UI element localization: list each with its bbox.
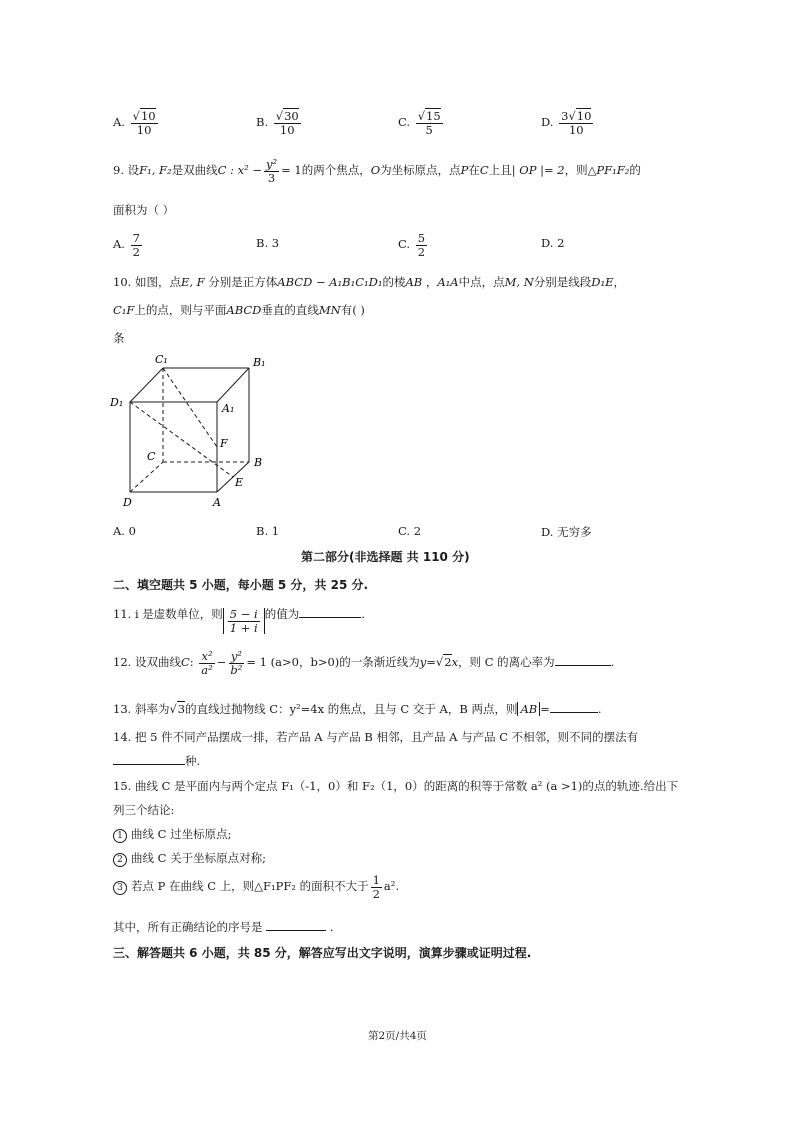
question-10-line3: 条 <box>113 331 125 345</box>
q9-option-c: C. $\frac{5}{2}$ <box>398 231 426 259</box>
question-12: 12. 设双曲线C: $\frac{\text{x²}}{\text{a²}}$ − $\frac{\text{y²}}{\text{b²}}$ = 1 (a>0，b>0)的一条渐近线为y=√2x，则 C 的离心率为 . <box>113 649 615 677</box>
cube-diagram <box>105 350 285 515</box>
label-a1: A₁ <box>222 402 235 415</box>
question-9-line2: 面积为（ ） <box>113 203 175 217</box>
q15-last-line: 其中，所有正确结论的序号是 . <box>113 920 334 934</box>
label-b1: B₁ <box>253 356 266 369</box>
q10-option-c: C. 2 <box>398 524 422 538</box>
question-15-line2: 列三个结论: <box>113 803 175 817</box>
section3-title: 三、解答题共 6 小题，共 85 分，解答应写出文字说明，演算步骤或证明过程. <box>113 946 532 960</box>
question-15: 15. 曲线 C 是平面内与两个定点 F₁（-1，0）和 F₂（1，0）的距离的积等于常数 a² (a >1)的点的轨迹.给出下 <box>113 779 679 793</box>
q8-option-d: D. $\frac{3√10}{10}$ <box>541 109 592 137</box>
q10-option-d: D. 无穷多 <box>541 525 592 539</box>
label-c: C <box>147 450 156 463</box>
page-footer: 第2页/共4页 <box>368 1030 427 1042</box>
q9-option-d: D. 2 <box>541 236 565 250</box>
question-13: 13. 斜率为√3的直线过抛物线 C：y²=4x 的焦点，且与 C 交于 A，B 两点，则 AB = . <box>113 702 602 716</box>
label-e: E <box>235 476 244 489</box>
question-14: 14. 把 5 件不同产品摆成一排，若产品 A 与产品 B 相邻，且产品 A 与产品 C 不相邻，则不同的摆法有 <box>113 730 639 744</box>
q10-option-a: A. 0 <box>113 524 136 538</box>
q8-option-a: A. $\frac{√10}{10}$ <box>113 109 156 137</box>
q15-conclusion-3: 3 若点 P 在曲线 C 上，则△F₁PF₂ 的面积不大于 $\frac{1}{2}$ a². <box>113 874 399 900</box>
label-f: F <box>220 437 228 450</box>
q10-option-b: B. 1 <box>256 524 280 538</box>
q15-answer-blank <box>266 918 326 931</box>
q15-conclusion-2: 2 曲线 C 关于坐标原点对称; <box>113 850 266 867</box>
q15-conclusion-1: 1 曲线 C 过坐标原点; <box>113 826 231 843</box>
question-10-line2: C₁F上的点，则与平面ABCD垂直的直线MN有( ) <box>113 303 365 317</box>
question-10: 10. 如图，点E, F 分别是正方体ABCD − A₁B₁C₁D₁的棱AB ，A₁A中点，点M, N分别是线段D₁E， <box>113 275 625 289</box>
label-a: A <box>213 496 221 509</box>
part2-title: 第二部分(非选择题 共 110 分) <box>301 550 470 564</box>
question-9: 9. 设F₁, F₂是双曲线C : x² − $\frac{\text{y²}}{3}$ = 1的两个焦点，O为坐标原点，点P在C上且| OP |= 2，则△PF₁F₂的 <box>113 157 641 185</box>
label-d: D <box>123 496 132 509</box>
q11-answer-blank <box>299 605 361 618</box>
q9-option-b: B. 3 <box>256 236 280 250</box>
question-14-line2: 种. <box>113 752 200 769</box>
question-11: 11. i 是虚数单位，则 $\frac{5 - i}{1 + i}$ 的值为 . <box>113 607 365 635</box>
label-d1: D₁ <box>110 396 124 409</box>
q14-answer-blank <box>113 752 185 765</box>
q9-option-a: A. $\frac{7}{2}$ <box>113 231 140 259</box>
label-b: B <box>254 456 263 469</box>
q8-option-b: B. $\frac{√30}{10}$ <box>256 109 299 137</box>
q8-option-c: C. $\frac{√15}{5}$ <box>398 109 441 137</box>
label-c1: C₁ <box>155 353 168 366</box>
q12-answer-blank <box>555 653 611 666</box>
section2-title: 二、填空题共 5 小题，每小题 5 分，共 25 分. <box>113 578 369 592</box>
q13-answer-blank <box>550 700 598 713</box>
